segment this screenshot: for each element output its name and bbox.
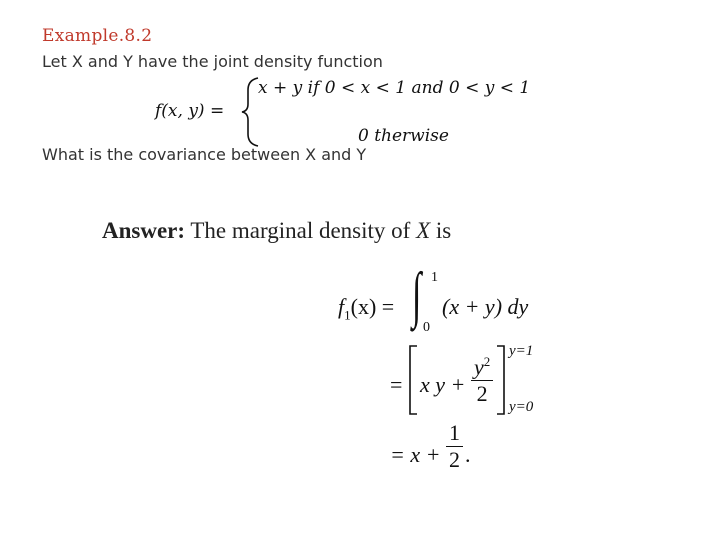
answer-line (102, 218, 451, 244)
right-bracket (495, 344, 507, 416)
answer-var: X (416, 218, 431, 243)
step2-fraction-den: 2 (476, 381, 488, 407)
integral-upper: 1 (431, 270, 438, 285)
example-title: Example.8.2 (42, 26, 153, 46)
answer-label: Answer: (102, 218, 186, 243)
density-lhs: f(x, y) = (155, 101, 225, 121)
step3-fraction-den: 2 (449, 447, 460, 472)
answer-tail: is (430, 218, 452, 243)
answer-text: The marginal density of (185, 218, 417, 243)
step2-fraction-num (471, 349, 493, 381)
step2-num-exponent: 2 (483, 354, 491, 369)
derivation-lhs (338, 294, 394, 323)
integrand: (x + y) dy (442, 294, 529, 319)
question-text: What is the covariance between X and Y (42, 145, 367, 164)
lhs-f: f (338, 294, 345, 319)
integral-sign: ∫ (412, 261, 422, 329)
lhs-subscript: 1 (344, 307, 351, 323)
density-case-1: x + y if 0 < x < 1 and 0 < y < 1 (258, 78, 531, 98)
density-case-2: 0 therwise (358, 126, 449, 146)
step2-upper-limit: y=1 (509, 343, 534, 359)
step3-fraction-num: 1 (446, 420, 463, 447)
lhs-arg: (x) = (350, 294, 395, 319)
integral-lower: 0 (423, 320, 430, 335)
step3-expr: = x + (390, 442, 441, 467)
step3-period: . (465, 442, 471, 467)
left-bracket (407, 344, 419, 416)
step2-num-base: y (474, 354, 484, 380)
step2-lower-limit: y=0 (509, 399, 534, 415)
step2-equals: = (390, 372, 403, 397)
step2-fraction (471, 349, 493, 407)
problem-intro: Let X and Y have the joint density function (42, 52, 383, 71)
step2-inner: x y + (420, 372, 466, 397)
step3-fraction (446, 420, 463, 473)
